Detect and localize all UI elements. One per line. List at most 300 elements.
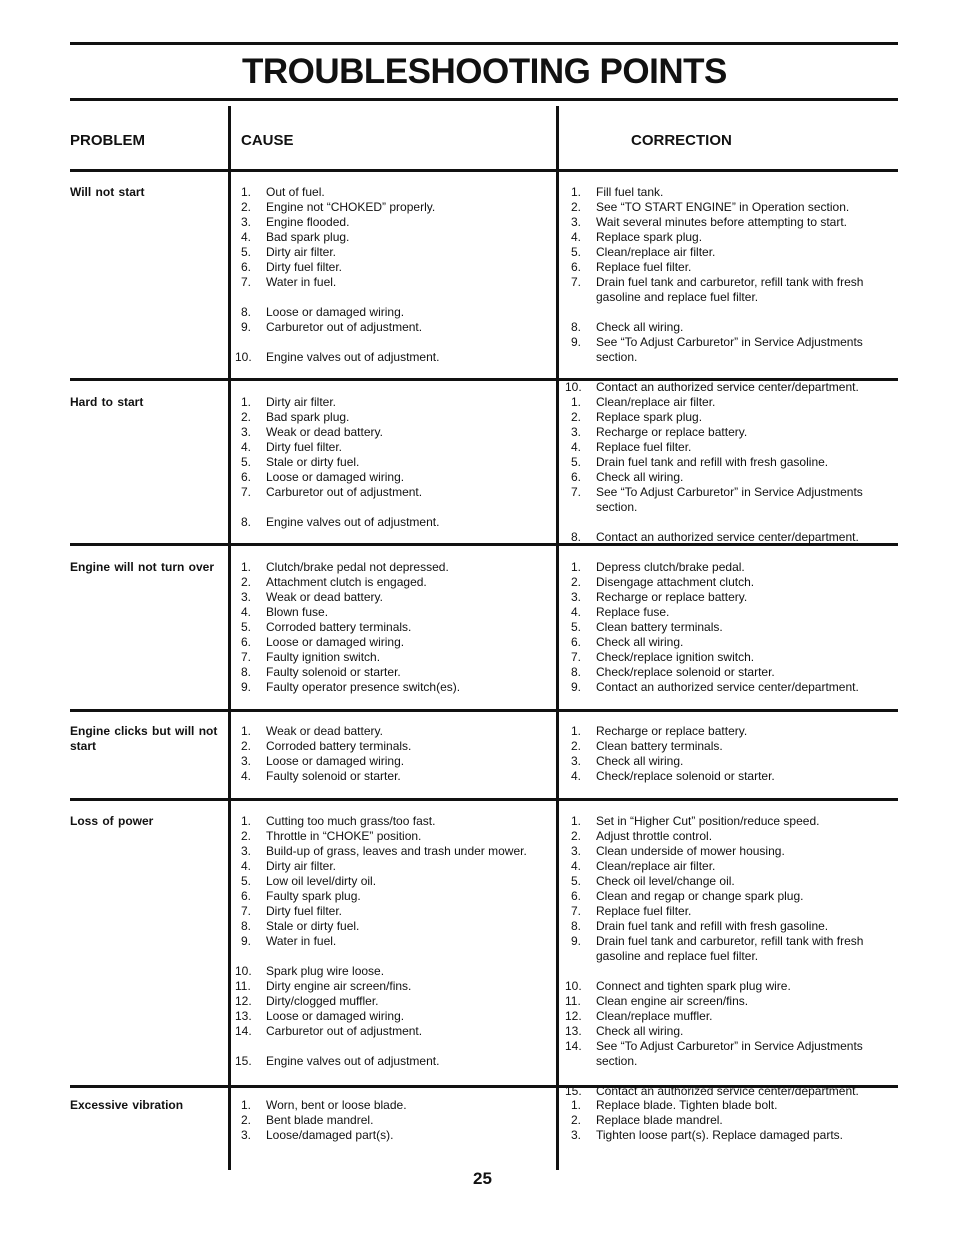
item-text: Engine not “CHOKED” properly. [266,200,436,214]
item-text: Contact an authorized service center/department. [596,530,859,544]
item-text: Replace fuel filter. [596,260,692,274]
item-text: Check all wiring. [596,470,684,484]
item-number: 2. [571,200,582,214]
item-number: 6. [571,889,582,903]
item-text: Drain fuel tank and refill with fresh gasoline. [596,455,829,469]
item-number: 1. [241,1098,252,1112]
list-item [565,754,895,769]
item-number: 4. [571,230,582,244]
list-item [565,425,895,440]
item-number: 6. [571,635,582,649]
list-item [235,829,553,844]
item-text: Check all wiring. [596,320,684,334]
item-text: Tighten loose part(s). Replace damaged parts. [596,1128,844,1142]
item-text: Clean battery terminals. [596,620,723,634]
item-number: 9. [571,680,582,694]
list-item [235,515,553,530]
item-text: Faulty ignition switch. [266,650,381,664]
item-number: 4. [241,769,252,783]
item-text: Faulty solenoid or starter. [266,769,401,783]
correction-list [565,185,895,395]
item-text: Spark plug wire loose. [266,964,385,978]
list-item [235,635,553,650]
cause-list [235,724,553,784]
item-number: 8. [241,919,252,933]
item-text: Set in “Higher Cut” position/reduce speed. [596,814,820,828]
item-number: 10. [565,380,582,394]
item-text: Contact an authorized service center/department. [596,1084,859,1098]
list-item [565,979,895,994]
item-text: Weak or dead battery. [266,425,383,439]
item-number: 7. [241,485,252,499]
correction-list [565,814,895,1099]
item-text: Check/replace ignition switch. [596,650,755,664]
column-header-problem: PROBLEM [70,132,145,149]
section-divider [70,798,898,801]
item-text: Bent blade mandrel. [266,1113,374,1127]
item-text: Out of fuel. [266,185,325,199]
list-item [235,680,553,695]
list-item [565,994,895,1009]
item-text: Carburetor out of adjustment. [266,1024,423,1038]
item-text: Drain fuel tank and carburetor, refill tank with fresh gasoline and replace fuel filter. [596,275,864,304]
list-item [235,575,553,590]
item-number: 3. [571,754,582,768]
item-text: Dirty/clogged muffler. [266,994,379,1008]
list-item [235,1098,553,1113]
item-number: 7. [571,650,582,664]
list-item [235,305,553,320]
list-item [565,410,895,425]
item-number: 3. [571,215,582,229]
column-header-cause: CAUSE [241,132,294,149]
item-text: Faulty solenoid or starter. [266,665,401,679]
item-number: 2. [571,739,582,753]
list-item [235,410,553,425]
item-number: 8. [571,919,582,933]
item-number: 14. [235,1024,252,1038]
item-number: 13. [235,1009,252,1023]
item-number: 4. [571,605,582,619]
item-number: 8. [241,305,252,319]
item-number: 1. [571,185,582,199]
title-rule [70,98,898,101]
item-text: Drain fuel tank and carburetor, refill tank with fresh gasoline and replace fuel filter. [596,934,864,963]
item-text: Loose or damaged wiring. [266,635,405,649]
item-number: 2. [571,829,582,843]
item-text: Contact an authorized service center/department. [596,680,859,694]
list-item [235,650,553,665]
item-number: 8. [241,515,252,529]
item-number: 2. [571,410,582,424]
item-number: 11. [565,994,581,1008]
list-item [235,230,553,245]
cause-list [235,395,553,530]
item-text: Weak or dead battery. [266,724,383,738]
item-number: 5. [571,874,582,888]
item-number: 4. [241,230,252,244]
list-item [235,769,553,784]
item-text: Replace fuel filter. [596,904,692,918]
item-number: 1. [571,1098,582,1112]
item-text: Wait several minutes before attempting to start. [596,215,847,229]
list-item [565,200,895,215]
list-item [235,1009,553,1024]
list-item [235,320,553,335]
list-item [235,1054,553,1069]
item-text: Dirty air filter. [266,245,337,259]
item-text: Fill fuel tank. [596,185,664,199]
item-number: 4. [571,440,582,454]
list-item [235,485,553,500]
list-item [235,200,553,215]
page-title: TROUBLESHOOTING POINTS [242,52,727,91]
item-text: Check/replace solenoid or starter. [596,665,775,679]
list-item [565,590,895,605]
list-item [565,395,895,410]
item-number: 3. [241,844,252,858]
item-text: Low oil level/dirty oil. [266,874,377,888]
list-item [565,470,895,485]
item-number: 1. [241,814,252,828]
item-number: 4. [241,605,252,619]
list-item [565,829,895,844]
item-text: Adjust throttle control. [596,829,713,843]
item-number: 2. [241,410,252,424]
item-text: Worn, bent or loose blade. [266,1098,407,1112]
list-item [565,1128,895,1143]
list-item [565,230,895,245]
list-item [235,859,553,874]
list-item [565,739,895,754]
item-text: Water in fuel. [266,275,337,289]
item-text: Clean/replace air filter. [596,395,716,409]
list-item [565,1098,895,1113]
problem-label: Excessive vibration [70,1098,184,1112]
item-number: 1. [571,724,582,738]
item-number: 3. [571,590,582,604]
list-item [235,275,553,290]
item-text: Dirty air filter. [266,395,337,409]
list-item [235,395,553,410]
list-item [235,1024,553,1039]
problem-label: Hard to start [70,395,144,409]
item-text: Clean/replace air filter. [596,859,716,873]
item-number: 6. [241,470,252,484]
list-item [235,215,553,230]
item-text: Blown fuse. [266,605,329,619]
item-number: 3. [571,1128,582,1142]
list-item [235,560,553,575]
item-text: Check oil level/change oil. [596,874,735,888]
item-text: Bad spark plug. [266,230,350,244]
list-item [565,1024,895,1039]
item-number: 6. [241,889,252,903]
item-text: Stale or dirty fuel. [266,455,360,469]
item-text: Carburetor out of adjustment. [266,320,423,334]
column-divider-1 [228,106,231,1170]
item-text: Check/replace solenoid or starter. [596,769,775,783]
item-text: Dirty engine air screen/fins. [266,979,412,993]
item-number: 3. [241,754,252,768]
item-text: Attachment clutch is engaged. [266,575,427,589]
list-item [565,859,895,874]
item-text: Loose or damaged wiring. [266,754,405,768]
item-number: 2. [241,575,252,589]
item-number: 12. [565,1009,582,1023]
section-divider [70,169,898,172]
item-text: See “To Adjust Carburetor” in Service Adjustments section. [596,335,863,364]
item-text: Bad spark plug. [266,410,350,424]
item-number: 4. [241,859,252,873]
correction-list [565,724,895,784]
list-item [565,275,895,305]
item-text: Stale or dirty fuel. [266,919,360,933]
item-number: 9. [571,335,582,349]
list-item [235,665,553,680]
list-item [565,620,895,635]
item-text: Build-up of grass, leaves and trash under mower. [266,844,527,858]
problem-label: Loss of power [70,814,154,828]
item-number: 9. [241,680,252,694]
list-item [565,245,895,260]
item-text: Corroded battery terminals. [266,620,412,634]
item-number: 11. [235,979,251,993]
item-text: Clean engine air screen/fins. [596,994,749,1008]
item-number: 2. [241,739,252,753]
item-number: 5. [571,245,582,259]
item-number: 7. [241,650,252,664]
list-item [565,185,895,200]
list-item [235,889,553,904]
item-number: 15. [235,1054,252,1068]
item-text: Engine flooded. [266,215,350,229]
column-header-correction: CORRECTION [631,132,732,149]
item-text: Faulty operator presence switch(es). [266,680,461,694]
list-item [235,754,553,769]
list-item [235,1128,553,1143]
list-item [235,455,553,470]
item-text: Water in fuel. [266,934,337,948]
list-item [235,260,553,275]
item-number: 5. [241,620,252,634]
list-item [565,650,895,665]
item-text: Replace spark plug. [596,230,703,244]
item-number: 9. [241,934,252,948]
list-item [235,590,553,605]
list-item [235,814,553,829]
item-number: 15. [565,1084,582,1098]
item-text: Dirty fuel filter. [266,260,343,274]
list-item [565,934,895,964]
item-number: 2. [571,1113,582,1127]
item-number: 5. [571,620,582,634]
item-text: Clean underside of mower housing. [596,844,785,858]
item-number: 4. [571,769,582,783]
list-item [235,874,553,889]
item-text: Engine valves out of adjustment. [266,1054,440,1068]
item-number: 7. [241,904,252,918]
item-number: 7. [571,485,582,499]
list-item [565,904,895,919]
item-text: Depress clutch/brake pedal. [596,560,745,574]
item-number: 1. [241,560,252,574]
list-item [565,530,895,545]
item-text: Loose or damaged wiring. [266,1009,405,1023]
problem-label: Engine will not turn over [70,560,215,574]
item-text: See “TO START ENGINE” in Operation section. [596,200,850,214]
item-text: Replace fuel filter. [596,440,692,454]
list-item [235,1113,553,1128]
item-number: 6. [571,260,582,274]
list-item [565,485,895,515]
item-number: 6. [241,260,252,274]
list-item [565,575,895,590]
item-text: Corroded battery terminals. [266,739,412,753]
item-text: Contact an authorized service center/department. [596,380,859,394]
item-number: 3. [241,1128,252,1142]
item-number: 6. [571,470,582,484]
item-text: Carburetor out of adjustment. [266,485,423,499]
item-number: 7. [571,275,582,289]
list-item [235,440,553,455]
list-item [565,919,895,934]
list-item [235,724,553,739]
list-item [235,979,553,994]
item-text: Check all wiring. [596,635,684,649]
top-rule [70,42,898,45]
item-number: 8. [241,665,252,679]
item-number: 4. [571,859,582,873]
list-item [235,964,553,979]
item-number: 9. [571,934,582,948]
list-item [235,185,553,200]
list-item [565,215,895,230]
list-item [565,1084,895,1099]
item-text: Loose/damaged part(s). [266,1128,394,1142]
item-text: Engine valves out of adjustment. [266,350,440,364]
item-number: 1. [241,395,252,409]
list-item [235,934,553,949]
item-number: 10. [565,979,582,993]
item-text: Disengage attachment clutch. [596,575,755,589]
list-item [565,335,895,365]
item-text: Replace spark plug. [596,410,703,424]
item-number: 5. [241,455,252,469]
item-number: 5. [241,874,252,888]
item-number: 6. [241,635,252,649]
cause-list [235,560,553,695]
item-number: 7. [571,904,582,918]
item-number: 3. [241,425,252,439]
list-item [565,1039,895,1069]
section-divider [70,709,898,712]
item-number: 10. [235,350,252,364]
item-text: Clean battery terminals. [596,739,723,753]
correction-list [565,395,895,545]
list-item [235,470,553,485]
item-text: Engine valves out of adjustment. [266,515,440,529]
list-item [235,904,553,919]
item-text: Faulty spark plug. [266,889,361,903]
item-number: 5. [241,245,252,259]
list-item [235,620,553,635]
item-text: Replace fuse. [596,605,670,619]
list-item [235,919,553,934]
list-item [565,455,895,470]
list-item [565,440,895,455]
item-number: 1. [241,185,252,199]
item-text: Loose or damaged wiring. [266,470,405,484]
item-text: Weak or dead battery. [266,590,383,604]
item-number: 12. [235,994,252,1008]
item-number: 3. [571,844,582,858]
item-number: 14. [565,1039,582,1053]
list-item [235,350,553,365]
item-number: 13. [565,1024,582,1038]
item-text: Drain fuel tank and refill with fresh gasoline. [596,919,829,933]
item-number: 4. [241,440,252,454]
item-number: 10. [235,964,252,978]
list-item [565,844,895,859]
item-text: Dirty air filter. [266,859,337,873]
item-number: 8. [571,530,582,544]
list-item [565,769,895,784]
item-number: 3. [241,590,252,604]
item-number: 3. [571,425,582,439]
item-text: Recharge or replace battery. [596,724,748,738]
problem-label: Engine clicks but will not start [70,724,218,753]
list-item [235,605,553,620]
list-item [565,605,895,620]
list-item [565,814,895,829]
item-number: 2. [241,829,252,843]
cause-list [235,185,553,365]
list-item [565,320,895,335]
item-text: Cutting too much grass/too fast. [266,814,436,828]
correction-list [565,1098,895,1143]
item-text: See “To Adjust Carburetor” in Service Adjustments section. [596,1039,863,1068]
item-number: 3. [241,215,252,229]
item-text: Throttle in “CHOKE” position. [266,829,422,843]
item-number: 2. [571,575,582,589]
item-text: Recharge or replace battery. [596,425,748,439]
item-text: Connect and tighten spark plug wire. [596,979,791,993]
item-text: Check all wiring. [596,1024,684,1038]
item-text: Clean/replace air filter. [596,245,716,259]
item-text: Loose or damaged wiring. [266,305,405,319]
list-item [565,680,895,695]
item-number: 7. [241,275,252,289]
item-text: Check all wiring. [596,754,684,768]
cause-list [235,1098,553,1143]
list-item [235,425,553,440]
list-item [565,1009,895,1024]
item-number: 5. [571,455,582,469]
list-item [565,560,895,575]
list-item [565,874,895,889]
page-number: 25 [473,1169,492,1188]
item-text: Dirty fuel filter. [266,440,343,454]
item-text: Dirty fuel filter. [266,904,343,918]
item-text: Clean and regap or change spark plug. [596,889,804,903]
list-item [565,260,895,275]
list-item [565,665,895,680]
correction-list [565,560,895,695]
problem-label: Will not start [70,185,145,199]
item-number: 9. [241,320,252,334]
list-item [235,844,553,859]
